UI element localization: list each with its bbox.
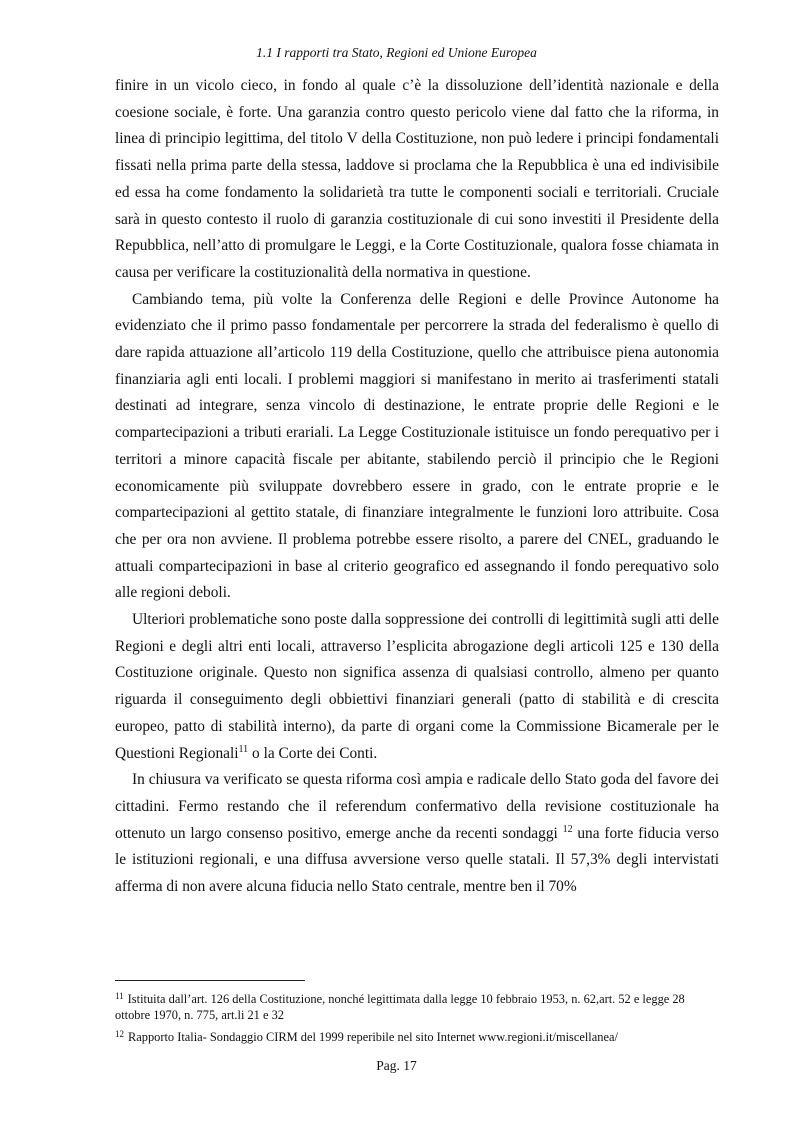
page-number: Pag. 17 xyxy=(376,1058,417,1073)
footnote-11 xyxy=(115,992,719,1023)
body-text xyxy=(115,73,719,901)
paragraph-3 xyxy=(115,607,719,767)
paragraph-3-text-a: Ulteriori problematiche sono poste dalla soppressione dei controlli di legittimità sugli atti delle Regioni e degli altri enti locali, attraverso l’esplicita abrogazione degli articoli 125 e 130 della Costituzione originale. Questo non significa assenza di qualsiasi controllo, almeno per quanto riguarda il conseguimento degli obbiettivi finanziari generali (patto di stabilità e di crescita europeo, patto di stabilità interno), da parte di organi come la Commissione Bicamerale per le Questioni Regionali xyxy=(115,611,719,762)
footnote-separator xyxy=(115,980,305,981)
footnote-number: 11 xyxy=(115,991,124,1001)
paragraph-2: Cambiando tema, più volte la Conferenza delle Regioni e delle Province Autonome ha evidenziato che il primo passo fondamentale per percorrere la strada del federalismo è quello di dare rapida attuazione all’articolo 119 della Costituzione, quello che attribuisce piena autonomia finanziaria agli enti locali. I problemi maggiori si manifestano in merito ai trasferimenti statali destinati ad integrare, senza vincolo di destinazione, le entrate proprie delle Regioni e le compartecipazioni a tributi erariali. La Legge Costituzionale istituisce un fondo perequativo per i territori a minore capacità fiscale per abitante, stabilendo perciò il principio che le Regioni economicamente più sviluppate dovrebbero essere in grado, con le entrate proprie e le compartecipazioni al gettito statale, di finanziare integralmente le funzioni loro attribuite. Cosa che per ora non avviene. Il problema potrebbe essere risolto, a parere del CNEL, graduando le attuali compartecipazioni in base al criterio geografico ed assegnando il fondo perequativo solo alle regioni deboli. xyxy=(115,290,719,602)
paragraph-4-text-a: In chiusura va verificato se questa riforma così ampia e radicale dello Stato goda del favore dei cittadini. Fermo restando che il referendum confermativo della revisione costituzionale ha ottenuto un largo consenso positivo, emerge anche da recenti sondaggi xyxy=(115,771,719,842)
footnote-text: Rapporto Italia- Sondaggio CIRM del 1999 reperibile nel sito Internet www.regioni.it/miscellanea/ xyxy=(128,1030,618,1044)
running-header: 1.1 I rapporti tra Stato, Regioni ed Unione Europea xyxy=(256,45,537,60)
footnotes xyxy=(115,992,719,1053)
footnote-text: Istituita dall’art. 126 della Costituzione, nonché legittimata dalla legge 10 febbraio 1953, n. 62,art. 52 e legge 28 ottobre 1970, n. 775, art.li 21 e 32 xyxy=(115,992,685,1022)
footnote-ref-12[interactable]: 12 xyxy=(562,823,573,835)
paragraph-4-text-b: una forte fiducia verso le istituzioni regionali, e una diffusa avversione verso quelle statali. Il 57,3% degli intervistati afferma di non avere alcuna fiducia nello Stato centrale, mentre ben il 70% xyxy=(115,824,719,896)
paragraph-1: finire in un vicolo cieco, in fondo al quale c’è la dissoluzione dell’identità nazionale e della coesione sociale, è forte. Una garanzia contro questo pericolo viene dal fatto che la riforma, in linea di principio legittima, del titolo V della Costituzione, non può ledere i principi fondamentali fissati nella prima parte della stessa, laddove si proclama che la Repubblica è una ed indivisibile ed essa ha come fondamento la solidarietà tra tutte le componenti sociali e territoriali. Cruciale sarà in questo contesto il ruolo di garanzia costituzionale di cui sono investiti il Presidente della Repubblica, nell’atto di promulgare le Leggi, e la Corte Costituzionale, qualora fosse chiamata in causa per verificare la costituzionalità della normativa in questione. xyxy=(115,77,719,281)
paragraph-4 xyxy=(115,767,719,901)
footnote-12 xyxy=(115,1030,719,1046)
footnote-ref-11[interactable]: 11 xyxy=(238,743,249,755)
footnote-number: 12 xyxy=(115,1029,124,1039)
paragraph-3-text-b: o la Corte dei Conti. xyxy=(248,744,378,762)
